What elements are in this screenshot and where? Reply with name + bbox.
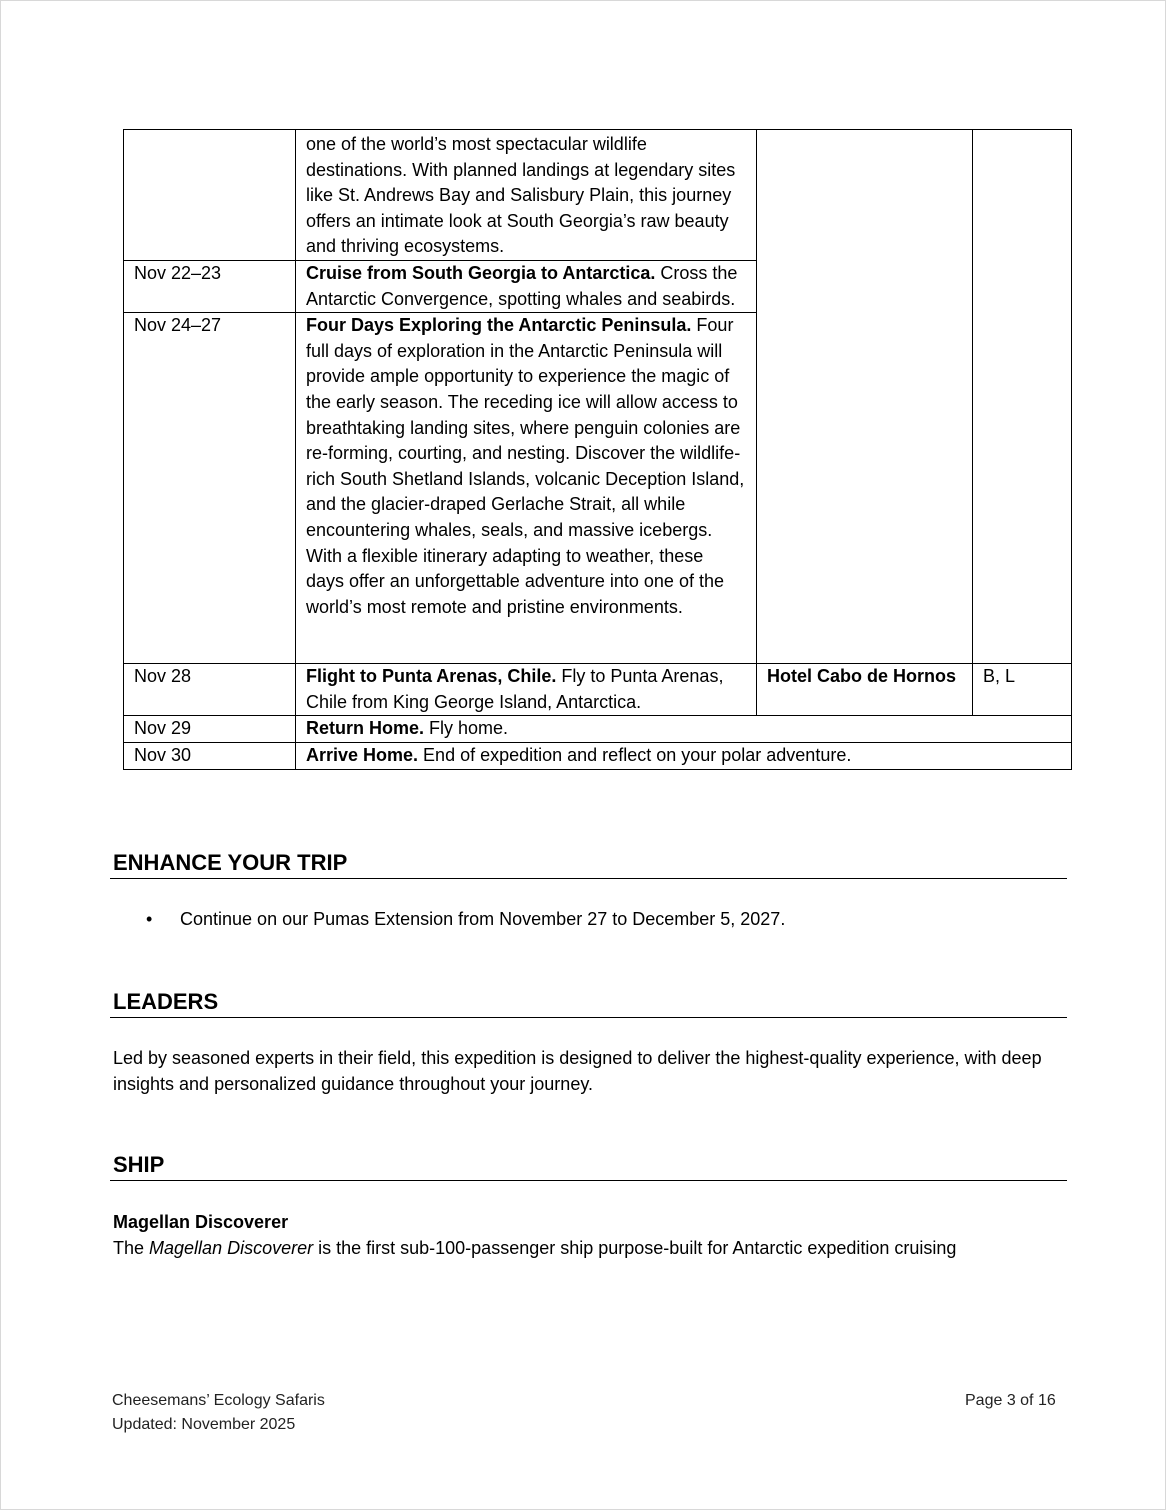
ship-text-rest: is the first sub-100-passenger ship purpose-built for Antarctic expedition cruising	[313, 1238, 957, 1258]
date-cell: Nov 29	[124, 716, 296, 743]
description-text: Fly home.	[424, 718, 509, 739]
footer-company: Cheesemans’ Ecology Safaris	[112, 1392, 325, 1409]
ship-heading: SHIP	[110, 1150, 1067, 1181]
meals-cell: B, L	[973, 664, 1072, 716]
description-cell	[296, 742, 1072, 769]
enhance-heading: ENHANCE YOUR TRIP	[110, 848, 1067, 879]
day-title: Arrive Home.	[306, 744, 419, 765]
description-cell	[296, 313, 757, 664]
description-cell	[296, 130, 757, 261]
description-text: End of expedition and reflect on your polar adventure.	[418, 744, 852, 765]
ship-name: Magellan Discoverer	[113, 1212, 289, 1232]
date-cell: Nov 22–23	[124, 260, 296, 312]
ship-description	[113, 1235, 1063, 1261]
date-cell: Nov 30	[124, 742, 296, 769]
footer-page-number: Page 3 of 16	[965, 1392, 1056, 1409]
description-text: Fly to Punta Arenas, Chile from King George Island, Antarctica.	[306, 666, 724, 712]
table-row	[124, 742, 1072, 769]
date-cell: Nov 28	[124, 664, 296, 716]
description-cell	[296, 664, 757, 716]
lodging-cell	[757, 130, 973, 664]
footer-left	[112, 1389, 325, 1437]
bullet-icon: •	[146, 909, 153, 929]
date-cell	[124, 130, 296, 261]
table-row	[124, 130, 1072, 261]
description-text: one of the world’s most spectacular wildlife destinations. With planned landings at legendary sites like St. Andrews Bay and Salisbury Plain, this journey offers an intimate look at South Georgia’s raw beauty and thriving ecosystems.	[306, 134, 736, 257]
description-cell	[296, 716, 1072, 743]
itinerary-table	[123, 129, 1072, 770]
day-title: Return Home.	[306, 718, 425, 739]
description-text: Cross the Antarctic Convergence, spotting whales and seabirds.	[306, 262, 738, 309]
day-title: Cruise from South Georgia to Antarctica.	[306, 262, 656, 283]
description-text: Four full days of exploration in the Antarctic Peninsula will provide ample opportunity to experience the magic of the early season. The receding ice will allow access to breathtaking landing sites, where penguin colonies are re-forming, courting, and nesting. Discover the wildlife-rich South Shetland Islands, volcanic Deception Island, and the glacier-draped Gerlache Strait, all while encountering whales, seals, and massive icebergs. With a flexible itinerary adapting to weather, these days offer an unforgettable adventure into one of the world’s most remote and pristine environments.	[306, 315, 745, 617]
lodging-cell: Hotel Cabo de Hornos	[757, 664, 973, 716]
meals-cell	[973, 130, 1072, 664]
table-row	[124, 664, 1072, 716]
footer-updated: Updated: November 2025	[112, 1416, 296, 1433]
enhance-bullet-text: Continue on our Pumas Extension from November 27 to December 5, 2027.	[180, 909, 786, 929]
leaders-heading: LEADERS	[110, 987, 1067, 1018]
enhance-bullet	[146, 906, 785, 932]
leaders-text: Led by seasoned experts in their field, this expedition is designed to deliver the highest-quality experience, with deep insights and personalized guidance throughout your journey.	[113, 1048, 1042, 1094]
day-title: Flight to Punta Arenas, Chile.	[306, 666, 557, 687]
date-cell: Nov 24–27	[124, 313, 296, 664]
ship-text-prefix: The	[113, 1238, 150, 1258]
day-title: Four Days Exploring the Antarctic Peninsula.	[306, 315, 692, 336]
description-cell	[296, 260, 757, 312]
table-row	[124, 716, 1072, 743]
ship-name-italic: Magellan Discoverer	[149, 1238, 314, 1258]
